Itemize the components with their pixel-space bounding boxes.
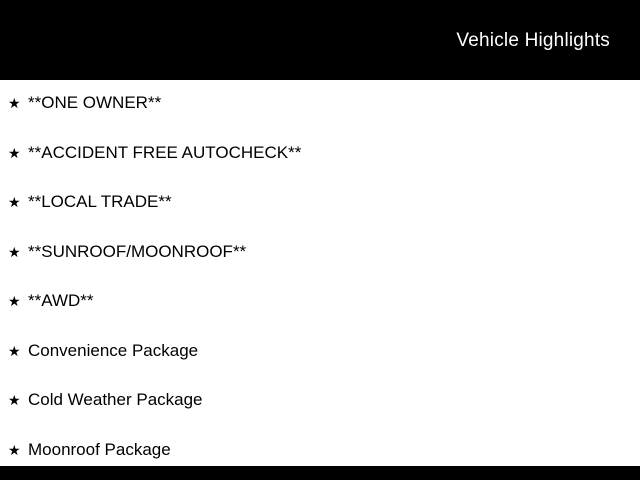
star-icon: ★ [8, 344, 28, 358]
highlight-label: **SUNROOF/MOONROOF** [28, 243, 246, 260]
highlight-label: **ONE OWNER** [28, 94, 161, 111]
list-item [0, 94, 640, 144]
highlight-label: Convenience Package [28, 342, 198, 359]
highlight-label: **ACCIDENT FREE AUTOCHECK** [28, 144, 301, 161]
star-icon: ★ [8, 294, 28, 308]
highlight-label: Moonroof Package [28, 441, 171, 458]
list-item [0, 292, 640, 342]
highlight-label: **AWD** [28, 292, 94, 309]
star-icon: ★ [8, 146, 28, 160]
footer-bar [0, 466, 640, 480]
highlight-label: **LOCAL TRADE** [28, 193, 172, 210]
star-icon: ★ [8, 96, 28, 110]
star-icon: ★ [8, 245, 28, 259]
list-item [0, 243, 640, 293]
star-icon: ★ [8, 393, 28, 407]
list-item [0, 342, 640, 392]
star-icon: ★ [8, 443, 28, 457]
list-item [0, 391, 640, 441]
list-item [0, 144, 640, 194]
page-header [0, 0, 640, 80]
highlights-list [0, 80, 640, 490]
highlight-label: Cold Weather Package [28, 391, 203, 408]
page-title: Vehicle Highlights [456, 31, 610, 50]
star-icon: ★ [8, 195, 28, 209]
list-item [0, 193, 640, 243]
